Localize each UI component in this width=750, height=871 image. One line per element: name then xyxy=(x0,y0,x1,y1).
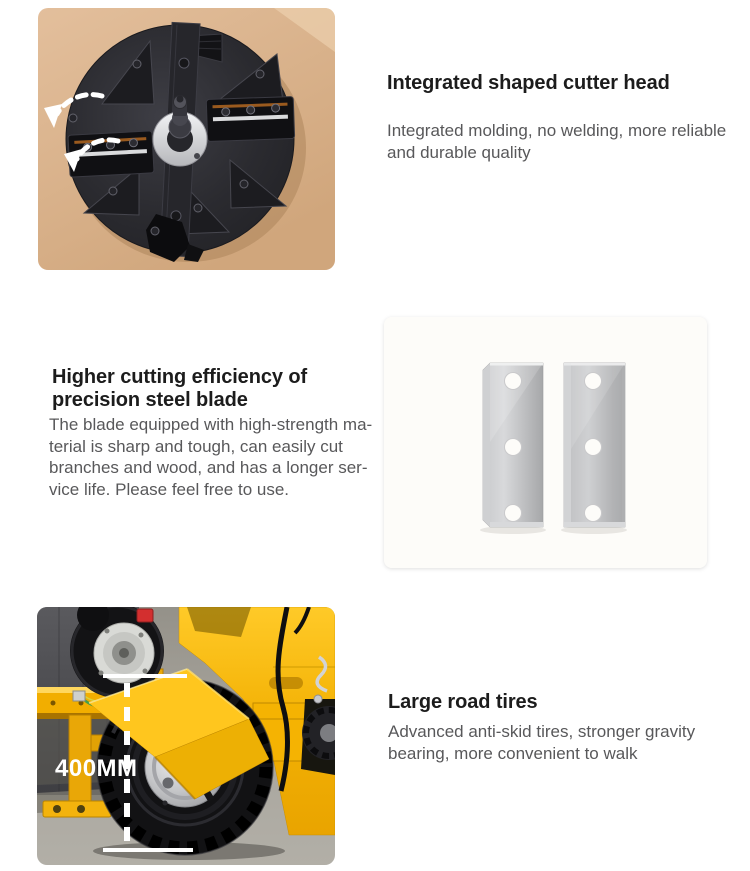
steel-blades-illustration xyxy=(384,317,707,568)
steel-blade-heading xyxy=(52,366,307,412)
road-tires-heading xyxy=(388,691,538,714)
body-line: terial is sharp and tough, can easily cut xyxy=(49,436,343,456)
steel-blade-description xyxy=(49,414,372,500)
measurement-label: 400MM xyxy=(55,755,138,782)
body-line: and durable quality xyxy=(387,142,531,162)
body-line: branches and wood, and has a longer ser- xyxy=(49,458,368,477)
blade-left xyxy=(483,363,543,527)
cutter-head-description xyxy=(387,120,726,163)
road-tire-illustration xyxy=(37,607,335,865)
body-line: The blade equipped with high-strength ma- xyxy=(49,415,373,434)
body-line: Advanced anti-skid tires, stronger gravity xyxy=(388,722,696,741)
cutter-head-illustration xyxy=(38,8,335,270)
body-line: Integrated molding, no welding, more reliable xyxy=(387,121,727,140)
cutter-head-heading xyxy=(387,72,670,95)
road-tires-description xyxy=(388,721,695,764)
heading-line: Integrated shaped cutter head xyxy=(387,72,670,94)
road-tire-photo xyxy=(37,607,335,865)
blade-right xyxy=(564,363,625,527)
steel-blades-photo xyxy=(384,317,707,568)
body-line: bearing, more convenient to walk xyxy=(388,743,638,763)
heading-line: precision steel blade xyxy=(52,389,248,411)
body-line: vice life. Please feel free to use. xyxy=(49,479,290,499)
cutter-head-photo xyxy=(38,8,335,270)
rear-wheel xyxy=(301,699,335,775)
heading-line: Higher cutting efficiency of xyxy=(52,366,308,388)
heading-line: Large road tires xyxy=(388,691,538,713)
